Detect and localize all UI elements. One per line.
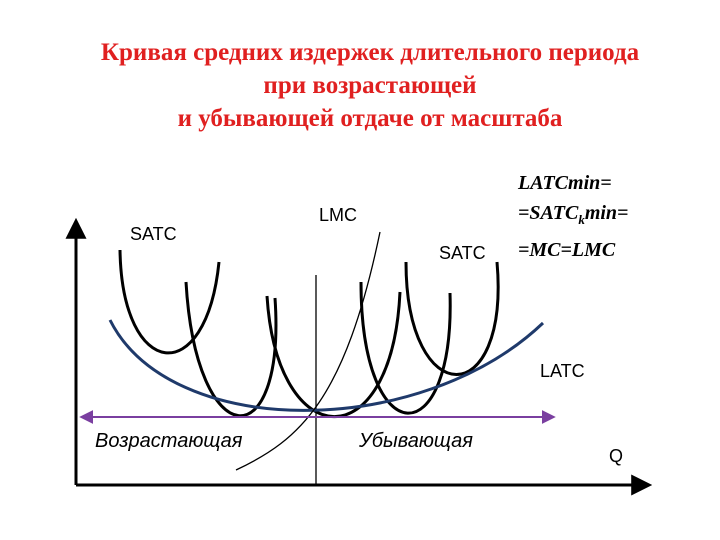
satc-label-left: SATC (130, 224, 177, 244)
satc-curve-5 (406, 262, 498, 375)
title-line-2: при возрастающей (263, 72, 477, 99)
formula-line-2-part-b: min= (584, 202, 629, 224)
satc-curve-4 (361, 282, 450, 413)
satc-curve-3 (267, 292, 400, 417)
decreasing-returns-label: Убывающая (359, 430, 473, 452)
formula-line-1: LATCmin= (518, 172, 612, 194)
title-line-1: Кривая средних издержек длительного периода (100, 39, 640, 66)
equilibrium-formula (518, 168, 628, 265)
q-axis-label: Q (609, 446, 624, 466)
satc-curve-2 (186, 282, 276, 416)
title-line-3: и убывающей отдаче от масштаба (177, 105, 563, 132)
satc-curve-1 (120, 250, 219, 353)
formula-subscript: k (578, 212, 585, 227)
formula-line-3: =MC=LMC (518, 239, 616, 261)
formula-line-2 (518, 198, 628, 235)
latc-label: LATC (540, 361, 585, 381)
formula-line-2-part-a: =SATC (518, 202, 579, 224)
satc-label-right: SATC (439, 243, 486, 263)
lmc-label: LMC (319, 205, 358, 225)
increasing-returns-label: Возрастающая (95, 430, 243, 452)
